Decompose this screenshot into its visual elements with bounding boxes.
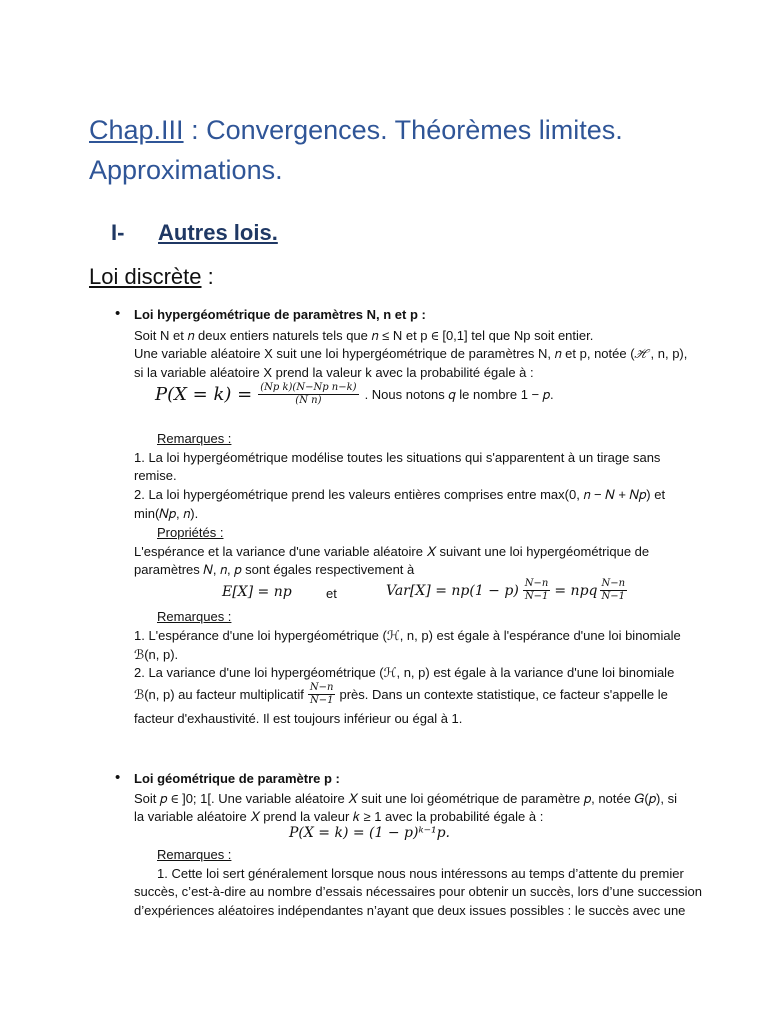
remarques-heading-2: Remarques : bbox=[157, 609, 232, 624]
binomial-fraction bbox=[258, 382, 358, 407]
formula-note: . Nous notons 𝑞 le nombre 1 − 𝑝. bbox=[364, 386, 554, 402]
second-remark-2c: facteur d'exhaustivité. Il est toujours inférieur ou égal à 1. bbox=[134, 711, 463, 726]
bullet-icon: • bbox=[115, 305, 121, 322]
hyper-line-1: Soit N et 𝑛 deux entiers naturels tels que 𝑛 ≤ N et p ∈ [0,1] tel que Np soit entier. bbox=[134, 328, 594, 343]
second-remark-1b: ℬ(n, p). bbox=[134, 647, 179, 662]
subheading-label: Loi discrète bbox=[89, 264, 202, 289]
exhaustivity-fraction bbox=[308, 682, 336, 707]
property-line-2: paramètres 𝑁, 𝑛, 𝑝 sont égales respectivement à bbox=[134, 562, 415, 577]
geo-remark-2: succès, c’est-à-dire au nombre d’essais nécessaires pour obtenir un succès, lors d’une succession bbox=[134, 884, 702, 899]
binom-numerator: (Np k)(N−Np n−k) bbox=[260, 382, 357, 393]
fraction-numerator: N−n bbox=[524, 578, 549, 589]
fraction-denominator: N−1 bbox=[309, 695, 334, 706]
variance-fraction-2 bbox=[600, 578, 628, 603]
hyper-line-2: Une variable aléatoire X suit une loi hypergéométrique de paramètres N, 𝑛 et p, notée (ℋ, n, p), bbox=[134, 346, 688, 361]
geo-heading: Loi géométrique de paramètre p : bbox=[134, 771, 340, 786]
second-remark-2b bbox=[134, 682, 668, 707]
hyper-line-3: si la variable aléatoire X prend la valeur k avec la probabilité égale à : bbox=[134, 365, 534, 380]
remark-2b-pre: ℬ(n, p) au facteur multiplicatif bbox=[134, 686, 304, 702]
geo-line-2: la variable aléatoire 𝑋 prend la valeur 𝑘 ≥ 1 avec la probabilité égale à : bbox=[134, 809, 544, 824]
chapter-link[interactable]: Chap.III bbox=[89, 115, 184, 145]
property-line-1: L'espérance et la variance d'une variable aléatoire 𝑋 suivant une loi hypergéométrique de bbox=[134, 544, 650, 559]
remark-2a: 2. La loi hypergéométrique prend les valeurs entières comprises entre max(0, 𝑛 − 𝑁 + 𝑁𝑝) et bbox=[134, 487, 666, 502]
remark-2b-post: près. Dans un contexte statistique, ce facteur s'appelle le bbox=[339, 686, 668, 702]
page-title bbox=[89, 110, 623, 190]
binom-denominator: (N n) bbox=[295, 395, 322, 406]
section-number: I- bbox=[111, 220, 125, 245]
remark-2b: min(𝑁𝑝, 𝑛). bbox=[134, 506, 199, 521]
subheading bbox=[89, 264, 214, 290]
fraction-numerator: N−n bbox=[309, 682, 334, 693]
variance-fraction-1 bbox=[523, 578, 551, 603]
section-title: Autres lois. bbox=[158, 220, 278, 245]
formula-lhs: P(X = k) = bbox=[155, 384, 253, 405]
second-remark-1a: 1. L'espérance d'une loi hypergéométrique (ℋ, n, p) est égale à l'espérance d'une loi binomiale bbox=[134, 628, 681, 643]
geo-remarques-heading: Remarques : bbox=[157, 847, 232, 862]
remark-1a: 1. La loi hypergéométrique modélise toutes les situations qui s'apparentent à un tirage sans bbox=[134, 450, 661, 465]
subheading-colon: : bbox=[201, 264, 214, 289]
geo-remark-3: d’expériences aléatoires indépendantes n’ayant que deux issues possibles : le succès avec une bbox=[134, 903, 686, 918]
variance-formula bbox=[386, 578, 629, 603]
variance-mid: = npq bbox=[554, 582, 598, 599]
hyper-heading: Loi hypergéométrique de paramètres N, n et p : bbox=[134, 307, 426, 322]
remarques-heading-1: Remarques : bbox=[157, 431, 232, 446]
variance-lhs: Var[X] = np(1 − p) bbox=[386, 582, 519, 599]
geo-line-1: Soit 𝑝 ∈ ]0; 1[. Une variable aléatoire 𝑋 suit une loi géométrique de paramètre 𝑝, notée 𝐺(𝑝), si bbox=[134, 791, 677, 806]
fraction-denominator: N−1 bbox=[601, 591, 626, 602]
title-line2: Approximations. bbox=[89, 155, 283, 185]
hyper-formula bbox=[155, 382, 554, 407]
geo-formula: P(X = k) = (1 − p)ᵏ⁻¹p. bbox=[289, 825, 450, 841]
fraction-denominator: N−1 bbox=[524, 591, 549, 602]
proprietes-heading: Propriétés : bbox=[157, 525, 224, 540]
title-rest: : Convergences. Théorèmes limites. bbox=[183, 115, 623, 145]
bullet-icon: • bbox=[115, 769, 121, 786]
second-remark-2a: 2. La variance d'une loi hypergéométrique (ℋ, n, p) est égale à la variance d'une loi binomiale bbox=[134, 665, 675, 680]
expectation-formula: E[X] = np bbox=[222, 584, 292, 600]
remark-1b: remise. bbox=[134, 468, 177, 483]
geo-remark-1: 1. Cette loi sert généralement lorsque nous nous intéressons au temps d’attente du premier bbox=[157, 866, 684, 881]
et-word: et bbox=[326, 586, 337, 601]
fraction-numerator: N−n bbox=[601, 578, 626, 589]
